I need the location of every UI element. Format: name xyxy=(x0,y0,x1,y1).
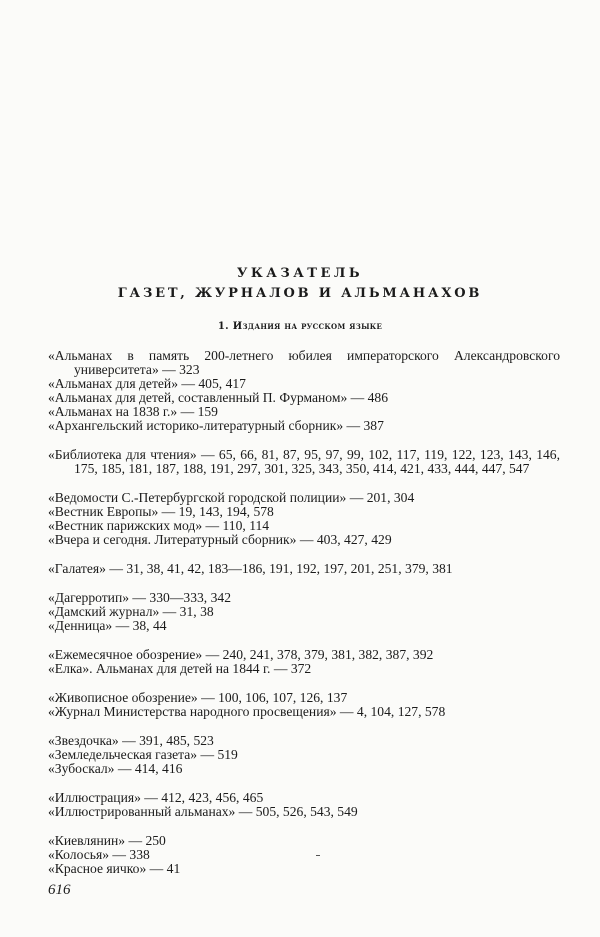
index-entry: «Иллюстрированный альманах» — 505, 526, 543, 549 xyxy=(48,804,358,819)
index-entry: «Киевлянин» — 250 xyxy=(48,833,166,848)
index-entry: «Денница» — 38, 44 xyxy=(48,618,167,633)
index-entry: «Архангельский историко-литературный сборник» — 387 xyxy=(48,418,384,433)
index-group xyxy=(48,691,560,719)
index-group xyxy=(48,648,560,676)
index-title: УКАЗАТЕЛЬ xyxy=(236,266,364,281)
index-group xyxy=(48,834,560,876)
print-speck xyxy=(316,855,320,856)
index-entry: «Елка». Альманах для детей на 1844 г. — 372 xyxy=(48,661,312,676)
index-entry: «Зубоскал» — 414, 416 xyxy=(48,761,183,776)
index-entry: «Звездочка» — 391, 485, 523 xyxy=(48,733,214,748)
index-entry: «Альманах для детей» — 405, 417 xyxy=(48,376,246,391)
index-entry: «Альманах для детей, составленный П. Фурманом» — 486 xyxy=(48,390,389,405)
index-entry: «Дамский журнал» — 31, 38 xyxy=(48,604,214,619)
index-entry: «Вестник парижских мод» — 110, 114 xyxy=(48,518,270,533)
index-entry: «Альманах в память 200-летнего юбилея императорского Александровского университета» — 323 xyxy=(48,348,560,377)
index-entry: «Иллюстрация» — 412, 423, 456, 465 xyxy=(48,790,264,805)
index-group xyxy=(48,791,560,819)
index-entry: «Галатея» — 31, 38, 41, 42, 183—186, 191, 192, 197, 201, 251, 379, 381 xyxy=(48,561,453,576)
index-group xyxy=(48,491,560,547)
index-entry: «Колосья» — 338 xyxy=(48,847,150,862)
index-group xyxy=(48,448,560,476)
index-entry: «Ежемесячное обозрение» — 240, 241, 378, 379, 381, 382, 387, 392 xyxy=(48,647,434,662)
index-group xyxy=(48,562,560,576)
index-group xyxy=(48,734,560,776)
index-entry: «Ведомости С.-Петербургской городской полиции» — 201, 304 xyxy=(48,490,415,505)
section-heading: 1. Издания на русском языке xyxy=(217,321,383,332)
index-subtitle: ГАЗЕТ, ЖУРНАЛОВ И АЛЬМАНАХОВ xyxy=(117,286,483,301)
index-group xyxy=(48,349,560,433)
index-entry: «Журнал Министерства народного просвещения» — 4, 104, 127, 578 xyxy=(48,704,446,719)
index-entry: «Вчера и сегодня. Литературный сборник» — 403, 427, 429 xyxy=(48,532,392,547)
index-entry: «Живописное обозрение» — 100, 106, 107, 126, 137 xyxy=(48,690,348,705)
index-list xyxy=(48,349,560,891)
index-entry: «Вестник Европы» — 19, 143, 194, 578 xyxy=(48,504,274,519)
index-group xyxy=(48,591,560,633)
index-entry: «Земледельческая газета» — 519 xyxy=(48,747,238,762)
index-entry: «Альманах на 1838 г.» — 159 xyxy=(48,404,218,419)
index-entry: «Дагерротип» — 330—333, 342 xyxy=(48,590,231,605)
index-entry: «Красное яичко» — 41 xyxy=(48,861,181,876)
page-number: 616 xyxy=(48,882,71,898)
index-entry: «Библиотека для чтения» — 65, 66, 81, 87, 95, 97, 99, 102, 117, 119, 122, 123, 143, 146, 175, 185, 181, 187, 188, 191, 297, 301, 325, 343, 350, 414, 421, 433, 444, 447, 547 xyxy=(48,447,560,476)
